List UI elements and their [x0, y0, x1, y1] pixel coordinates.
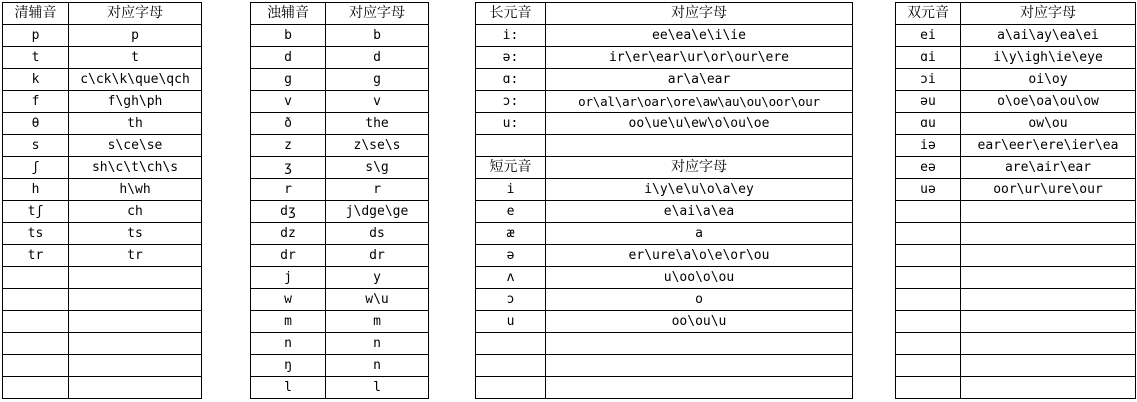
long-vowel-letters: ee\ea\e\i\ie	[546, 25, 853, 47]
voiceless-symbol: tr	[3, 245, 69, 267]
voiceless-letters: c\ck\k\que\qch	[69, 69, 202, 91]
table-row	[3, 91, 1136, 113]
voiced-letters: j\dge\ge	[326, 201, 429, 223]
voiceless-header-letters: 对应字母	[69, 3, 202, 25]
column-gap	[202, 267, 251, 289]
voiced-symbol: ʒ	[251, 157, 326, 179]
column-gap	[429, 3, 476, 25]
short-vowel-letters: e\ai\a\ea	[546, 201, 853, 223]
table-row	[3, 223, 1136, 245]
short-vowel-symbol: i	[476, 179, 546, 201]
short-vowel-header-symbol: 短元音	[476, 157, 546, 179]
diphthong-empty-cell	[961, 201, 1136, 223]
table-row	[3, 69, 1136, 91]
short-vowel-symbol: ʌ	[476, 267, 546, 289]
voiceless-empty-cell	[3, 289, 69, 311]
diphthong-empty-cell	[896, 245, 961, 267]
long-vowel-symbol: ɑ:	[476, 69, 546, 91]
diphthong-empty-cell	[961, 289, 1136, 311]
column-gap	[853, 135, 896, 157]
diphthong-empty-cell	[961, 267, 1136, 289]
column-gap	[853, 355, 896, 377]
voiceless-letters: tr	[69, 245, 202, 267]
table-row	[3, 355, 1136, 377]
column-gap	[853, 47, 896, 69]
voiceless-letters: t	[69, 47, 202, 69]
voiceless-symbol: p	[3, 25, 69, 47]
voiced-letters: n	[326, 333, 429, 355]
column-gap	[202, 245, 251, 267]
voiceless-letters: h\wh	[69, 179, 202, 201]
short-vowel-letters: er\ure\a\o\e\or\ou	[546, 245, 853, 267]
short-vowel-letters: o	[546, 289, 853, 311]
voiceless-empty-cell	[69, 333, 202, 355]
diphthong-letters: i\y\igh\ie\eye	[961, 47, 1136, 69]
table-row	[3, 377, 1136, 399]
column-gap	[429, 201, 476, 223]
voiceless-symbol: s	[3, 135, 69, 157]
diphthong-letters: oi\oy	[961, 69, 1136, 91]
diphthong-header-letters: 对应字母	[961, 3, 1136, 25]
diphthong-empty-cell	[896, 333, 961, 355]
voiced-letters: w\u	[326, 289, 429, 311]
voiceless-empty-cell	[69, 289, 202, 311]
voiced-symbol: ð	[251, 113, 326, 135]
column-gap	[853, 311, 896, 333]
diphthong-symbol: iə	[896, 135, 961, 157]
diphthong-empty-cell	[896, 201, 961, 223]
diphthong-letters: a\ai\ay\ea\ei	[961, 25, 1136, 47]
column-gap	[429, 355, 476, 377]
voiceless-symbol: t	[3, 47, 69, 69]
short-vowel-header-letters: 对应字母	[546, 157, 853, 179]
voiceless-empty-cell	[69, 377, 202, 399]
diphthong-symbol: ei	[896, 25, 961, 47]
voiced-symbol: dz	[251, 223, 326, 245]
short-vowel-empty-cell	[476, 377, 546, 399]
table-row	[3, 201, 1136, 223]
voiced-letters: v	[326, 91, 429, 113]
short-vowel-symbol: e	[476, 201, 546, 223]
column-gap	[202, 377, 251, 399]
diphthong-symbol: əu	[896, 91, 961, 113]
diphthong-empty-cell	[961, 223, 1136, 245]
voiced-symbol: z	[251, 135, 326, 157]
voiceless-letters: f\gh\ph	[69, 91, 202, 113]
diphthong-header-symbol: 双元音	[896, 3, 961, 25]
column-gap	[853, 3, 896, 25]
long-vowel-symbol: ə:	[476, 47, 546, 69]
diphthong-empty-cell	[961, 245, 1136, 267]
diphthong-empty-cell	[961, 311, 1136, 333]
diphthong-letters: o\oe\oa\ou\ow	[961, 91, 1136, 113]
voiced-symbol: g	[251, 69, 326, 91]
diphthong-empty-cell	[896, 355, 961, 377]
diphthong-letters: ear\eer\ere\ier\ea	[961, 135, 1136, 157]
voiceless-letters: s\ce\se	[69, 135, 202, 157]
column-gap	[202, 25, 251, 47]
voiceless-empty-cell	[3, 377, 69, 399]
short-vowel-letters: i\y\e\u\o\a\ey	[546, 179, 853, 201]
column-gap	[429, 69, 476, 91]
diphthong-empty-cell	[896, 267, 961, 289]
voiced-symbol: dʒ	[251, 201, 326, 223]
voiced-letters: d	[326, 47, 429, 69]
voiced-letters: the	[326, 113, 429, 135]
voiceless-header-symbol: 清辅音	[3, 3, 69, 25]
long-vowel-header-symbol: 长元音	[476, 3, 546, 25]
voiced-letters: l	[326, 377, 429, 399]
voiceless-empty-cell	[69, 267, 202, 289]
voiceless-symbol: ts	[3, 223, 69, 245]
column-gap	[429, 311, 476, 333]
voiced-header-symbol: 浊辅音	[251, 3, 326, 25]
diphthong-symbol: ɑu	[896, 113, 961, 135]
column-gap	[202, 3, 251, 25]
diphthong-symbol: ɔi	[896, 69, 961, 91]
column-gap	[429, 223, 476, 245]
table-row	[3, 333, 1136, 355]
short-vowel-symbol: ɔ	[476, 289, 546, 311]
column-gap	[853, 179, 896, 201]
short-vowel-empty-cell	[546, 377, 853, 399]
voiced-letters: ds	[326, 223, 429, 245]
table-row	[3, 25, 1136, 47]
voiceless-empty-cell	[3, 355, 69, 377]
column-gap	[853, 69, 896, 91]
voiced-letters: r	[326, 179, 429, 201]
voiceless-symbol: θ	[3, 113, 69, 135]
table-row	[3, 179, 1136, 201]
diphthong-empty-cell	[961, 355, 1136, 377]
voiceless-symbol: k	[3, 69, 69, 91]
column-gap	[429, 333, 476, 355]
column-gap	[202, 157, 251, 179]
voiced-letters: m	[326, 311, 429, 333]
column-gap	[202, 69, 251, 91]
voiceless-symbol: h	[3, 179, 69, 201]
column-gap	[429, 157, 476, 179]
short-vowel-symbol: ə	[476, 245, 546, 267]
table-row	[3, 3, 1136, 25]
vowel-spacer-cell	[546, 135, 853, 157]
column-gap	[853, 91, 896, 113]
table-row	[3, 245, 1136, 267]
diphthong-letters: are\air\ear	[961, 157, 1136, 179]
voiceless-letters: p	[69, 25, 202, 47]
column-gap	[429, 245, 476, 267]
voiced-header-letters: 对应字母	[326, 3, 429, 25]
column-gap	[429, 179, 476, 201]
voiced-letters: n	[326, 355, 429, 377]
voiceless-empty-cell	[69, 355, 202, 377]
long-vowel-header-letters: 对应字母	[546, 3, 853, 25]
voiceless-symbol: tʃ	[3, 201, 69, 223]
voiced-symbol: r	[251, 179, 326, 201]
column-gap	[853, 245, 896, 267]
voiced-symbol: v	[251, 91, 326, 113]
diphthong-empty-cell	[961, 333, 1136, 355]
column-gap	[853, 25, 896, 47]
short-vowel-empty-cell	[546, 355, 853, 377]
voiceless-letters: th	[69, 113, 202, 135]
short-vowel-empty-cell	[546, 333, 853, 355]
phonics-table	[2, 2, 1136, 399]
voiced-symbol: d	[251, 47, 326, 69]
voiceless-letters: sh\c\t\ch\s	[69, 157, 202, 179]
diphthong-empty-cell	[896, 289, 961, 311]
column-gap	[429, 91, 476, 113]
voiced-symbol: n	[251, 333, 326, 355]
voiced-letters: g	[326, 69, 429, 91]
table-row	[3, 267, 1136, 289]
column-gap	[202, 355, 251, 377]
column-gap	[202, 113, 251, 135]
table-row	[3, 47, 1136, 69]
table-row	[3, 311, 1136, 333]
table-row	[3, 135, 1136, 157]
column-gap	[429, 289, 476, 311]
diphthong-empty-cell	[896, 311, 961, 333]
voiced-letters: b	[326, 25, 429, 47]
column-gap	[853, 157, 896, 179]
column-gap	[853, 289, 896, 311]
voiced-symbol: w	[251, 289, 326, 311]
voiced-symbol: l	[251, 377, 326, 399]
voiceless-symbol: f	[3, 91, 69, 113]
voiceless-empty-cell	[3, 267, 69, 289]
column-gap	[429, 47, 476, 69]
table-row	[3, 113, 1136, 135]
column-gap	[202, 223, 251, 245]
column-gap	[429, 267, 476, 289]
voiced-symbol: m	[251, 311, 326, 333]
voiced-symbol: b	[251, 25, 326, 47]
short-vowel-symbol: u	[476, 311, 546, 333]
voiced-symbol: ŋ	[251, 355, 326, 377]
voiced-letters: dr	[326, 245, 429, 267]
column-gap	[429, 113, 476, 135]
long-vowel-letters: oo\ue\u\ew\o\ou\oe	[546, 113, 853, 135]
table-row	[3, 157, 1136, 179]
column-gap	[202, 91, 251, 113]
table-row	[3, 289, 1136, 311]
column-gap	[853, 267, 896, 289]
column-gap	[429, 377, 476, 399]
voiceless-empty-cell	[3, 311, 69, 333]
short-vowel-letters: u\oo\o\ou	[546, 267, 853, 289]
column-gap	[853, 223, 896, 245]
vowel-spacer-cell	[476, 135, 546, 157]
column-gap	[202, 47, 251, 69]
short-vowel-empty-cell	[476, 355, 546, 377]
column-gap	[429, 135, 476, 157]
long-vowel-letters: or\al\ar\oar\ore\aw\au\ou\oor\our	[546, 91, 853, 113]
column-gap	[202, 179, 251, 201]
column-gap	[202, 289, 251, 311]
short-vowel-empty-cell	[476, 333, 546, 355]
column-gap	[202, 135, 251, 157]
long-vowel-symbol: u:	[476, 113, 546, 135]
voiced-symbol: j	[251, 267, 326, 289]
diphthong-symbol: uə	[896, 179, 961, 201]
voiceless-letters: ch	[69, 201, 202, 223]
diphthong-empty-cell	[961, 377, 1136, 399]
voiced-symbol: dr	[251, 245, 326, 267]
column-gap	[853, 113, 896, 135]
column-gap	[202, 333, 251, 355]
voiceless-empty-cell	[3, 333, 69, 355]
long-vowel-symbol: ɔ:	[476, 91, 546, 113]
diphthong-letters: oor\ur\ure\our	[961, 179, 1136, 201]
diphthong-empty-cell	[896, 223, 961, 245]
voiced-letters: y	[326, 267, 429, 289]
voiceless-empty-cell	[69, 311, 202, 333]
short-vowel-symbol: æ	[476, 223, 546, 245]
column-gap	[853, 377, 896, 399]
diphthong-empty-cell	[896, 377, 961, 399]
column-gap	[429, 25, 476, 47]
voiced-letters: s\g	[326, 157, 429, 179]
short-vowel-letters: oo\ou\u	[546, 311, 853, 333]
voiced-letters: z\se\s	[326, 135, 429, 157]
short-vowel-letters: a	[546, 223, 853, 245]
column-gap	[853, 201, 896, 223]
diphthong-symbol: eə	[896, 157, 961, 179]
long-vowel-letters: ar\a\ear	[546, 69, 853, 91]
diphthong-symbol: ɑi	[896, 47, 961, 69]
column-gap	[202, 201, 251, 223]
long-vowel-symbol: i:	[476, 25, 546, 47]
voiceless-letters: ts	[69, 223, 202, 245]
voiceless-symbol: ʃ	[3, 157, 69, 179]
diphthong-letters: ow\ou	[961, 113, 1136, 135]
column-gap	[202, 311, 251, 333]
column-gap	[853, 333, 896, 355]
long-vowel-letters: ir\er\ear\ur\or\our\ere	[546, 47, 853, 69]
